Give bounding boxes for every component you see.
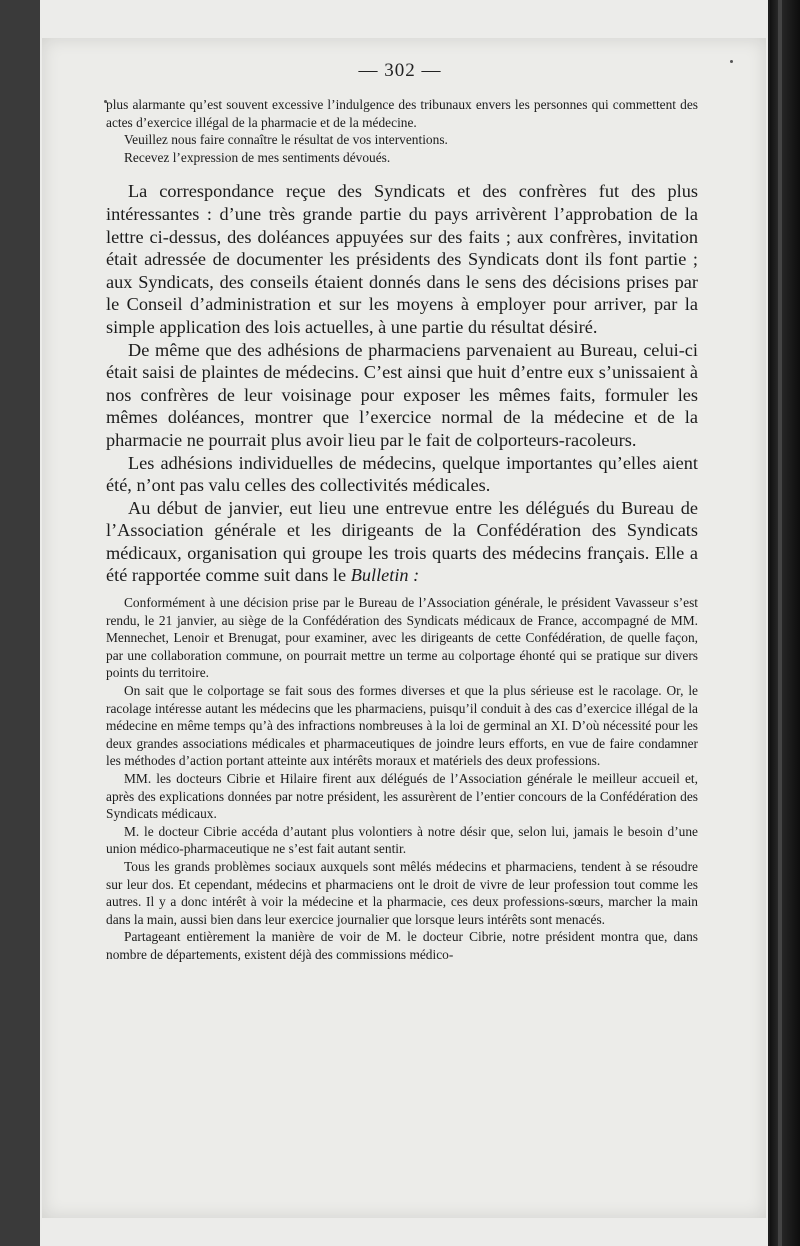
- bulletin-reference: Bulletin :: [350, 565, 420, 586]
- body-paragraph: De même que des adhésions de pharmaciens parvenaient au Bureau, celui-ci était saisi de plaintes de médecins. C’est ainsi que huit d’entre eux s’unissaient à nos confrères de leur voisinage pour exposer les mêmes faits, formuler les mêmes doléances, montrer que l’exercice normal de la médecine et de la pharmacie ne pourrait plus avoir lieu par le fait de colporteurs-racoleurs.: [106, 339, 698, 450]
- quote-paragraph: MM. les docteurs Cibrie et Hilaire firent aux délégués de l’Association générale le meilleur accueil et, après des explications données par notre président, les assurèrent de l’entier concours de la Confédération des Syndicats médicaux.: [106, 771, 698, 822]
- quote-paragraph: Tous les grands problèmes sociaux auxquels sont mêlés médecins et pharmaciens, tendent à se résoudre sur leur dos. Et cependant, médecins et pharmaciens ont le droit de vivre de leur profession tout comme les autres. Il y a donc intérêt à voir la médecine et la pharmacie, ces deux professions-sœurs, marcher la main dans la main, aussi bien dans leur exercice journalier que lorsque leurs intérêts sont menacés.: [106, 858, 698, 927]
- body-paragraph-text: Au début de janvier, eut lieu une entrevue entre les délégués du Bureau de l’Association générale et les dirigeants de la Confédération des Syndicats médicaux, organisation qui groupe les trois quarts des médecins français. Elle a été rapportée comme suit dans le: [106, 497, 698, 586]
- bulletin-quote: [106, 594, 698, 963]
- book-binding-edge: [770, 0, 800, 1246]
- letter-closing: Recevez l’expression de mes sentiments dévoués.: [124, 149, 391, 165]
- page-content: [106, 96, 698, 964]
- binding-strip: [778, 0, 782, 1246]
- page-number: — 302 —: [358, 60, 442, 81]
- main-text: [106, 180, 698, 587]
- letter-paragraph: plus alarmante qu’est souvent excessive l’indulgence des tribunaux envers les personnes qui commettent des actes d’exercice illégal de la pharmacie et de la médecine.: [106, 97, 698, 130]
- body-paragraph: [106, 497, 698, 587]
- body-paragraph: Les adhésions individuelles de médecins, quelque importantes qu’elles aient été, n’ont pas valu celles des collectivités médicales.: [106, 452, 698, 496]
- quote-paragraph: M. le docteur Cibrie accéda d’autant plus volontiers à notre désir que, selon lui, jamais le besoin d’une union médico-pharmaceutique ne s’est fait autant sentir.: [106, 823, 698, 857]
- letter-paragraph: Veuillez nous faire connaître le résultat de vos interventions.: [124, 132, 448, 148]
- quote-paragraph: Conformément à une décision prise par le Bureau de l’Association générale, le président Vavasseur s’est rendu, le 21 janvier, au siège de la Confédération des Syndicats médicaux de France, accompagné de MM. Mennechet, Lenoir et Brenugat, pour examiner, avec les dirigeants de cette Confédération, de quelle façon, par une collaboration commune, on pourrait mettre un terme au colportage éhonté qui se pratique sur divers points du territoire.: [106, 595, 698, 681]
- body-paragraph: La correspondance reçue des Syndicats et des confrères fut des plus intéressantes : d’une très grande partie du pays arrivèrent l’approbation de la lettre ci-dessus, des doléances appuyées sur des faits ; aux confrères, invitation était adressée de documenter les présidents des Syndicats dont ils font partie ; aux Syndicats, des conseils étaient donnés dans le sens des décisions prises par le Conseil d’administration et sur les moyens à employer pour arriver, par la simple application des lois actuelles, à une partie du résultat désiré.: [106, 181, 698, 337]
- quote-paragraph: On sait que le colportage se fait sous des formes diverses et que la plus sérieuse est le racolage. Or, le racolage intéresse autant les médecins que les pharmaciens, puisqu’il conduit à des cas d’exercice illégal de la médecine en même temps qu’à des infractions nombreuses à la loi de germinal an XI. D’où nécessité pour les deux grandes associations médicales et pharmaceutiques de joindre leurs efforts, en vue de faire condamner les méthodes d’action portant atteinte aux intérêts moraux et matériels des deux professions.: [106, 683, 698, 769]
- quote-paragraph: Partageant entièrement la manière de voir de M. le docteur Cibrie, notre président montra que, dans nombre de départements, existent déjà des commissions médico-: [106, 929, 698, 962]
- letter-excerpt: [106, 96, 698, 166]
